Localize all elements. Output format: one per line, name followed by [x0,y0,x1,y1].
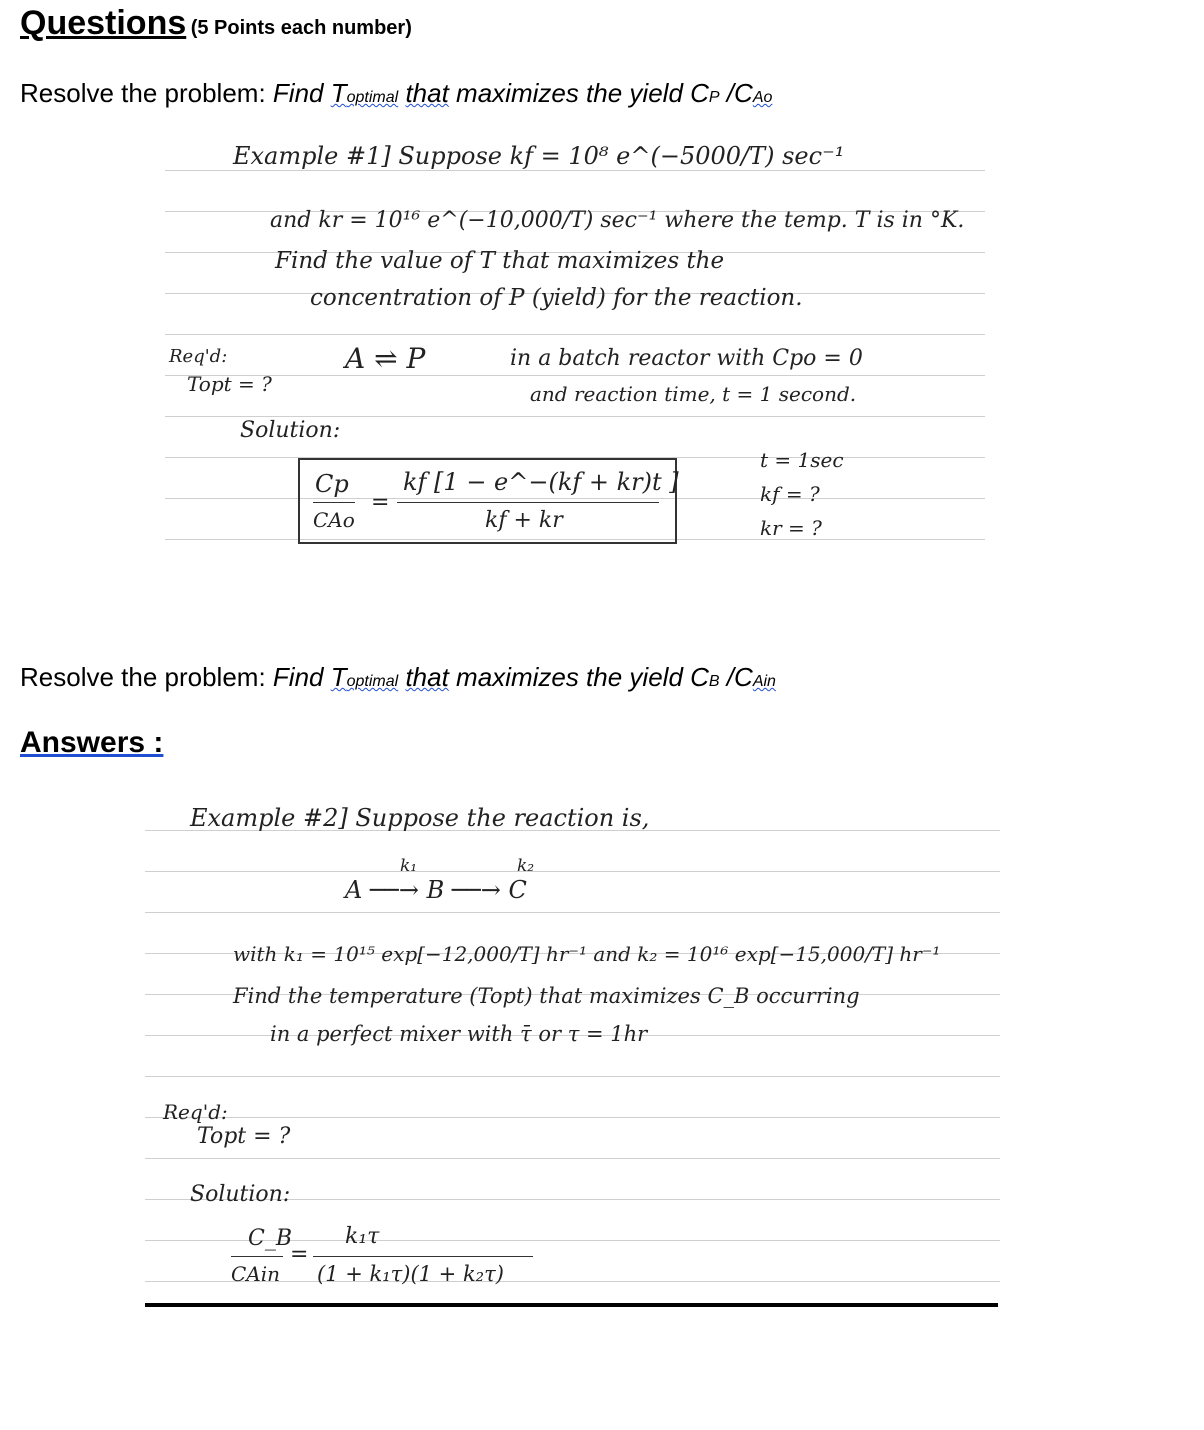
q1-find: Find [272,78,324,108]
ex1-topt: Topt = ? [187,372,272,396]
example-2-note [145,790,1000,1302]
ex2-line4: in a perfect mixer with τ̄ or τ = 1hr [270,1022,648,1046]
ex1-solution-label: Solution: [240,418,341,443]
q1-slash: /C [719,78,753,108]
page-title: Questions [20,4,187,42]
ex2-lhs-den: CAin [231,1262,281,1286]
q1-rest: maximizes the yield C [456,78,709,108]
ex1-lhs-fraction-line [313,502,355,503]
q2-lead: Resolve the problem: [20,662,266,692]
ex1-rhs-num: kf [1 − e^−(kf + kr)t ] [403,468,679,496]
ex1-line2: and kr = 10¹⁶ e^(−10,000/T) sec⁻¹ where the temp. T is in °K. [270,208,965,233]
ex2-solution-label: Solution: [190,1182,291,1207]
ex2-k2: k₂ [517,856,535,876]
q2-t: T [330,662,347,692]
q2-that: that [405,662,449,692]
ex1-equals: = [371,490,390,515]
answers-label: Answers : [20,726,164,759]
ex1-rhs-fraction-line [397,502,659,503]
q2-den-sub: Ain [752,673,776,690]
q1-t-sub: optimal [346,89,399,106]
question-2-prompt [20,662,776,693]
ex2-topt: Topt = ? [197,1124,291,1149]
ex1-line1: Example #1] Suppose kf = 10⁸ e^(−5000/T) sec⁻¹ [233,142,845,170]
q1-den-sub: Ao [752,89,773,106]
example-1-note [165,130,985,568]
ex1-rhs-den: kf + kr [485,508,563,533]
questions-heading [20,4,412,43]
ex2-equals: = [290,1242,309,1267]
ex1-reaction: A ⇌ P [345,342,426,375]
q2-num-sub: B [708,673,720,690]
ex2-line2: with k₁ = 10¹⁵ exp[−12,000/T] hr⁻¹ and k₂ = 10¹⁶ exp[−15,000/T] hr⁻¹ [233,942,941,966]
ex1-line4: concentration of P (yield) for the reaction. [310,285,803,311]
q1-that: that [405,78,449,108]
q2-rest: maximizes the yield C [456,662,709,692]
ex2-rhs-den: (1 + k₁τ)(1 + k₂τ) [317,1262,504,1286]
ex2-reaction: A ──→ B ──→ C [345,876,527,904]
ex1-given-kf: kf = ? [760,482,820,506]
ex1-reactor-line1: in a batch reactor with Cpo = 0 [510,346,863,371]
q1-t: T [330,78,347,108]
ex2-lhs-num: C_B [248,1226,292,1251]
ex2-line1: Example #2] Suppose the reaction is, [190,804,650,832]
ex1-lhs-den: CAo [313,508,355,532]
ex1-line3: Find the value of T that maximizes the [275,248,725,274]
question-1-prompt [20,78,772,109]
q2-slash: /C [719,662,753,692]
ex1-given-t: t = 1sec [760,448,844,472]
ex2-k1: k₁ [400,856,418,876]
ex2-lhs-fraction-line [231,1256,283,1257]
q1-lead: Resolve the problem: [20,78,266,108]
bottom-rule [145,1303,998,1307]
q2-find: Find [272,662,324,692]
ex1-lhs-num: Cp [315,470,349,498]
q2-t-sub: optimal [346,673,399,690]
ex2-rhs-fraction-line [313,1256,533,1257]
ex2-line3: Find the temperature (Topt) that maximizes C_B occurring [233,984,860,1008]
ex1-given-kr: kr = ? [760,516,822,540]
q1-num-sub: P [708,89,720,106]
ex1-reactor-line2: and reaction time, t = 1 second. [530,382,857,406]
ex2-reqd: Req'd: [163,1100,228,1124]
ex2-rhs-num: k₁τ [345,1224,380,1249]
ex1-reqd: Req'd: [169,346,228,367]
points-note: (5 Points each number) [190,17,412,39]
